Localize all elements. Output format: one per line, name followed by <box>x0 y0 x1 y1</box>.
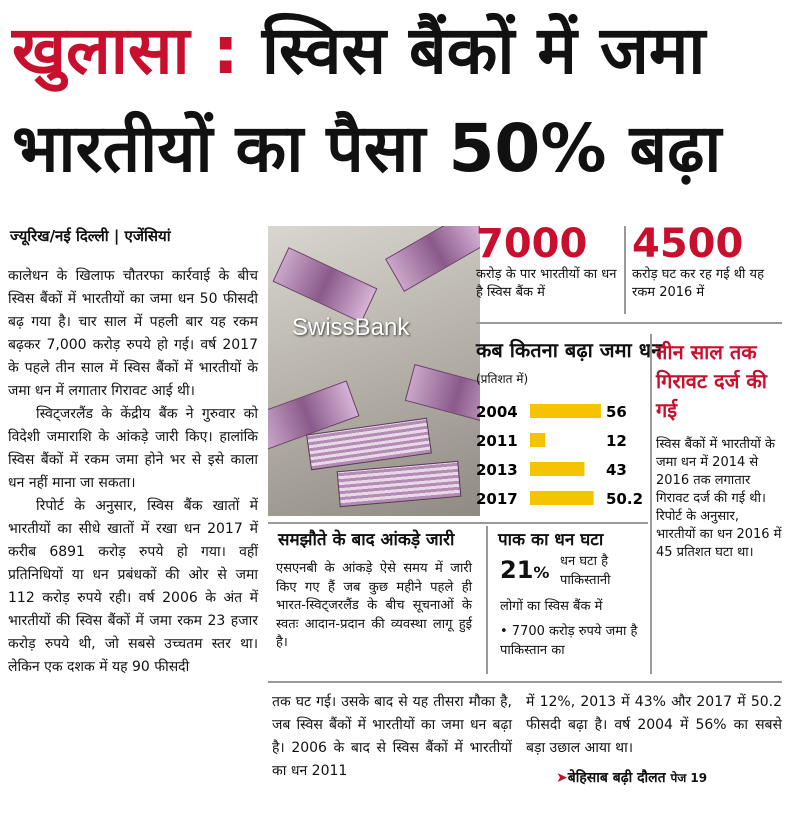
continuation-text: बेहिसाब बढ़ी दौलत <box>567 770 666 786</box>
pakistan-percent-value: 21 <box>500 556 534 584</box>
chart-title-text: कब कितना बढ़ा जमा धन <box>476 338 663 362</box>
chart-bar <box>530 462 584 476</box>
growth-bar-chart <box>476 395 646 513</box>
divider <box>268 681 782 683</box>
chart-bar <box>530 491 594 505</box>
headline-line-1 <box>12 2 705 100</box>
pakistan-percent <box>500 556 549 584</box>
chart-category-label: 2017 <box>476 490 518 508</box>
agreement-box-body: एसएनबी के आंकड़े ऐसे समय में जारी किए गए हैं जब कुछ महीने पहले ही भारत-स्विट्जरलैंड के बीच सूचनाओं के स्वतः आदान-प्रदान की व्यवस्था लागू हुई है। <box>276 561 472 650</box>
banknote-image <box>405 364 480 426</box>
divider <box>650 334 652 674</box>
chart-category-label: 2011 <box>476 432 518 450</box>
stat-description: करोड़ घट कर रह गई थी यह रकम 2016 में <box>632 267 764 300</box>
pakistan-bullet: • 7700 करोड़ रुपये जमा है पाकिस्तान का <box>500 624 638 658</box>
agreement-box-title: समझौते के बाद आंकड़े जारी <box>278 530 455 550</box>
stat-number: 7000 <box>476 221 588 267</box>
pakistan-box-title: पाक का धन घटा <box>498 530 604 550</box>
swiss-bank-photo <box>268 226 480 516</box>
headline-text-1: स्विस बैंकों में जमा <box>261 12 706 89</box>
percent-sign: % <box>533 563 550 582</box>
page-reference: पेज 19 <box>670 771 708 785</box>
chart-subtitle: (प्रतिशत में) <box>476 372 529 386</box>
headline-separator: : <box>212 12 239 89</box>
arrow-icon: ➤ <box>556 770 568 786</box>
sidebar-title: तीन साल तक गिरावट दर्ज की गई <box>656 340 767 422</box>
stat-7000 <box>476 222 622 302</box>
divider <box>268 522 648 524</box>
divider <box>486 526 488 674</box>
chart-bar <box>530 433 545 447</box>
banknote-image <box>273 247 378 323</box>
stat-4500 <box>632 222 782 302</box>
body-paragraph: रिपोर्ट के अनुसार, स्विस बैंक खातों में भारतीयों का सीधे खातों में रखा धन 2017 में करीब 6891 करोड़ रुपये हो गया। वहीं प्रतिनिधियों या धन प्रबंधकों की ओर से जमा 112 करोड़ रुपये रही। वर्ष 2006 के अंत में भारतीयों की स्विस बैंकों में जमा रकम 23 हजार करोड़ रुपये थी, जो सबसे उच्चतम स्तर था। लेकिन एक दशक में यह 90 फीसदी <box>8 498 258 675</box>
body-paragraph: कालेधन के खिलाफ चौतरफा कार्रवाई के बीच स्विस बैंकों में भारतीयों का जमा धन 50 फीसदी बढ़ गया है। चार साल में पहली बार यह रकम बढ़कर 7,000 करोड़ रुपये हो गई। वर्ष 2017 के पहले तीन साल में स्विस बैंकों में भारतीयों के जमा धन में लगातार गिरावट आई थी। <box>8 268 258 399</box>
dateline: ज्यूरिख/नई दिल्ली | एजेंसियां <box>10 227 171 245</box>
chart-category-label: 2013 <box>476 461 518 479</box>
chart-value-label: 12 <box>606 432 627 450</box>
stat-number: 4500 <box>632 221 744 267</box>
stat-description: करोड़ के पार भारतीयों का धन है स्विस बैंक में <box>476 267 617 300</box>
banknote-image <box>385 226 480 292</box>
body-column-3: में 12%, 2013 में 43% और 2017 में 50.2 फीसदी बढ़ा है। वर्ष 2004 में 56% का सबसे बड़ा उछाल आया था। <box>526 694 782 756</box>
body-paragraph: स्विट्जरलैंड के केंद्रीय बैंक ने गुरुवार को विदेशी जमाराशि के आंकड़े जारी किए। हालांकि स्विस बैंकों में रकम जमा होने भर से इसे काला धन नहीं माना जा सकता। <box>8 406 258 491</box>
pakistan-text-2: लोगों का स्विस बैंक में <box>500 599 603 614</box>
headline-label: खुलासा <box>12 12 190 89</box>
chart-value-label: 43 <box>606 461 627 479</box>
bank-sign: SwissBank <box>292 314 410 341</box>
chart-value-label: 56 <box>606 403 627 421</box>
divider <box>624 226 626 314</box>
chart-value-label: 50.2 <box>606 490 644 508</box>
divider <box>476 322 782 324</box>
body-column-2: तक घट गई। उसके बाद से यह तीसरा मौका है, जब स्विस बैंकों में भारतीयों का जमा धन बढ़ा है। 2006 के बाद से स्विस बैंकों में भारतीयों का धन 2011 <box>272 694 512 779</box>
cash-stack-image <box>337 461 462 507</box>
chart-title <box>476 337 662 392</box>
chart-bar <box>530 404 601 418</box>
pakistan-text-1: धन घटा है पाकिस्तानी <box>560 554 611 588</box>
continuation-reference <box>556 768 707 787</box>
chart-category-label: 2004 <box>476 403 518 421</box>
sidebar-body: स्विस बैंकों में भारतीयों के जमा धन में 2014 से 2016 तक लगातार गिरावट दर्ज की गई थी। रिपोर्ट के अनुसार, भारतीयों का धन 2016 में 45 प्रतिशत घटा था। <box>656 437 782 560</box>
body-column-1 <box>8 265 258 679</box>
headline-line-2: भारतीयों का पैसा 50% बढ़ा <box>12 110 722 187</box>
